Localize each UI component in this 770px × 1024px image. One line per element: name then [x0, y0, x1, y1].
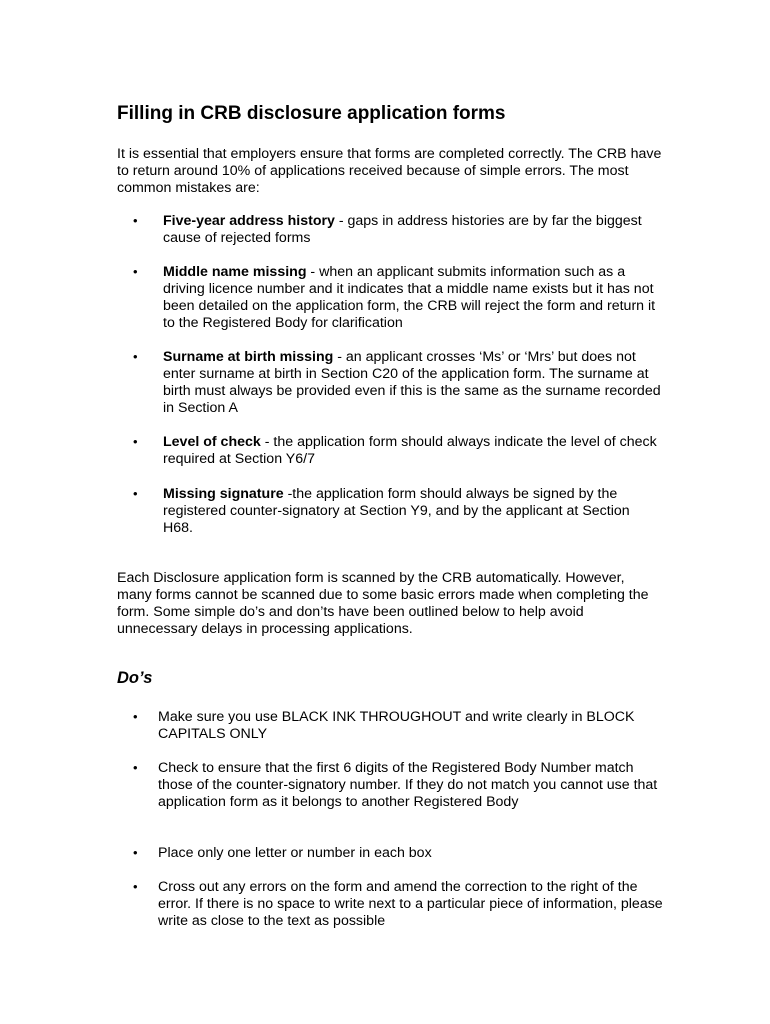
bullet-icon: • [133, 213, 138, 228]
list-item [133, 349, 663, 417]
bullet-icon: • [133, 264, 138, 279]
item-text: - when an applicant submits information such as a driving licence number and it indicates that a middle name exists but it has not been detailed on the application form, the CRB will reject the form and return it to the Registered Body for clarification [163, 264, 656, 331]
item-lead: Missing signature [163, 486, 284, 502]
item-text: Check to ensure that the first 6 digits of the Registered Body Number match those of the counter-signatory number. If they do not match you cannot use that application form as it belongs to another Registered Body [158, 760, 658, 810]
item-text: -the application form should always be signed by the registered counter-signatory at Section Y9, and by the applicant at Section H68. [163, 486, 630, 536]
item-text: Place only one letter or number in each box [158, 845, 432, 861]
bullet-icon: • [133, 760, 138, 775]
list-item [133, 213, 663, 247]
item-text: Make sure you use BLACK INK THROUGHOUT and write clearly in BLOCK CAPITALS ONLY [158, 709, 635, 742]
bullet-icon: • [133, 349, 138, 364]
list-item [133, 760, 663, 811]
dos-heading: Do’s [117, 669, 153, 687]
bullet-icon: • [133, 486, 138, 501]
page-title: Filling in CRB disclosure application forms [117, 103, 506, 124]
list-item [133, 264, 663, 332]
list-item [133, 486, 663, 537]
list-item [133, 845, 663, 862]
item-text: - the application form should always indicate the level of check required at Section Y6/7 [163, 434, 657, 467]
list-item [133, 709, 663, 743]
bullet-icon: • [133, 879, 138, 894]
scan-paragraph: Each Disclosure application form is scanned by the CRB automatically. However, many forms cannot be scanned due to some basic errors made when completing the form. Some simple do’s and don’ts have been outlined below to help avoid unnecessary delays in processing applications. [117, 570, 649, 637]
item-text: - gaps in address histories are by far the biggest cause of rejected forms [163, 213, 642, 246]
item-text: - an applicant crosses ‘Ms’ or ‘Mrs’ but does not enter surname at birth in Section C20 of the application form. The surname at birth must always be provided even if this is the same as the surname recorded in Section A [163, 349, 661, 416]
list-item [133, 434, 663, 468]
item-lead: Surname at birth missing [163, 349, 334, 365]
bullet-icon: • [133, 434, 138, 449]
list-item [133, 879, 663, 930]
bullet-icon: • [133, 845, 138, 860]
intro-paragraph: It is essential that employers ensure that forms are completed correctly. The CRB have to return around 10% of applications received because of simple errors. The most common mistakes are: [117, 146, 662, 196]
item-lead: Level of check [163, 434, 261, 450]
item-text: Cross out any errors on the form and amend the correction to the right of the error. If there is no space to write next to a particular piece of information, please write as close to the text as possible [158, 879, 663, 929]
bullet-icon: • [133, 709, 138, 724]
item-lead: Five-year address history [163, 213, 335, 229]
item-lead: Middle name missing [163, 264, 307, 280]
